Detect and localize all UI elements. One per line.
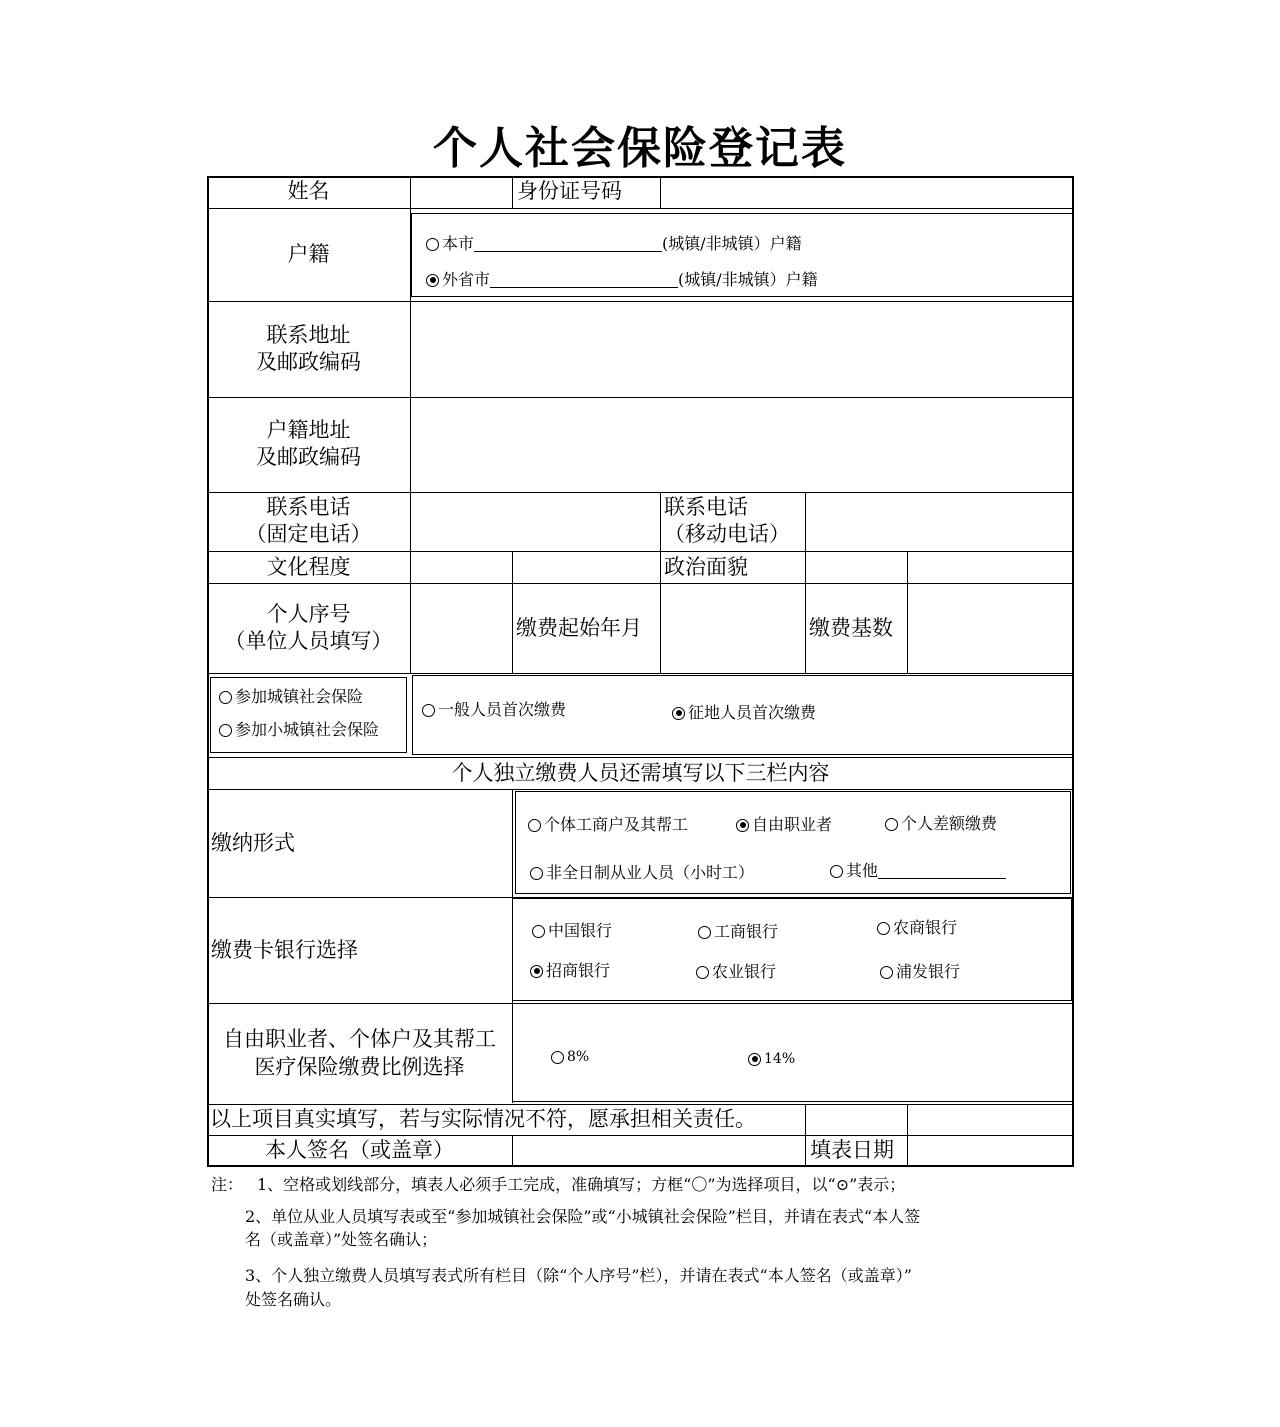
mobile-phone-label-line1: 联系电话 (664, 495, 748, 519)
col-divider (660, 492, 661, 673)
fixed-phone-field[interactable] (412, 494, 658, 549)
name-label: 姓名 (287, 179, 330, 203)
bank-cmb-option[interactable]: 招商银行 (530, 961, 610, 981)
row-divider (207, 397, 1074, 398)
form-title: 个人社会保险登记表 (433, 123, 847, 174)
radio-icon[interactable] (830, 865, 843, 878)
name-field[interactable] (412, 178, 510, 206)
radio-icon[interactable] (422, 704, 435, 717)
huji-local-option[interactable]: 本市 (城镇/非城镇）户籍 (426, 234, 802, 254)
declaration-text: 以上项目真实填写，若与实际情况不符，愿承担相关责任。 (210, 1107, 756, 1131)
radio-icon[interactable] (696, 966, 709, 979)
bank-boc-option[interactable]: 中国银行 (532, 921, 612, 941)
col-divider (907, 1104, 908, 1167)
huji-address-label-line2: 及邮政编码 (256, 445, 361, 469)
bank-label: 缴费卡银行选择 (211, 938, 358, 962)
row-divider (207, 492, 1074, 493)
radio-icon[interactable] (426, 238, 439, 251)
pay-form-label: 缴纳形式 (211, 831, 295, 855)
note-3-line1: 3、个人独立缴费人员填写表式所有栏目（除“个人序号”栏），并请在表式“本人签名（或盖章）” (245, 1266, 912, 1285)
note-2-line1: 2、单位从业人员填写表或至“参加城镇社会保险”或“小城镇社会保险”栏目，并请在表式“本人签 (245, 1207, 921, 1226)
bank-rural-commercial-option[interactable]: 农商银行 (877, 918, 957, 938)
pay-form-other-option[interactable]: 其他 (830, 861, 1006, 881)
education-field[interactable] (412, 553, 658, 581)
declaration-field-1[interactable] (807, 1106, 905, 1134)
mobile-phone-label-line2: （移动电话） (664, 522, 790, 546)
radio-icon[interactable] (885, 818, 898, 831)
radio-icon[interactable] (532, 925, 545, 938)
join-urban-option[interactable]: 参加城镇社会保险 (219, 687, 363, 707)
radio-checked-icon[interactable] (748, 1053, 761, 1066)
radio-icon[interactable] (530, 867, 543, 880)
huji-local-blank[interactable] (474, 237, 662, 252)
col-divider (512, 1135, 513, 1167)
serial-label-line2: （单位人员填写） (224, 629, 393, 653)
ratio-label-line1: 自由职业者、个体户及其帮工 (223, 1027, 496, 1051)
radio-icon[interactable] (880, 966, 893, 979)
bank-icbc-option[interactable]: 工商银行 (698, 922, 778, 942)
mobile-phone-field[interactable] (807, 494, 1072, 549)
ratio-label-line2: 医疗保险缴费比例选择 (254, 1055, 465, 1079)
huji-label: 户籍 (287, 242, 330, 266)
note-1: 1、空格或划线部分，填表人必须手工完成，准确填写；方框“〇”为选择项目，以“⊙”表示； (257, 1175, 906, 1194)
row-divider (207, 551, 1074, 552)
fill-date-field[interactable] (909, 1137, 1072, 1165)
radio-checked-icon[interactable] (530, 965, 543, 978)
declaration-field-2[interactable] (909, 1106, 1072, 1134)
contact-address-label-line1: 联系地址 (266, 323, 351, 347)
pay-form-freelancer-option[interactable]: 自由职业者 (736, 815, 832, 835)
id-number-field[interactable] (662, 178, 1072, 206)
start-month-label: 缴费起始年月 (516, 616, 642, 640)
education-label: 文化程度 (266, 555, 351, 579)
row-divider (207, 757, 1074, 758)
serial-label-line1: 个人序号 (266, 602, 351, 626)
contact-address-field[interactable] (412, 303, 1072, 395)
radio-checked-icon[interactable] (426, 274, 439, 287)
pay-form-other-blank[interactable] (878, 864, 1006, 879)
ratio-14-option[interactable]: 14% (748, 1049, 795, 1069)
notes-prefix: 注： (211, 1175, 244, 1194)
col-divider (660, 176, 661, 208)
radio-checked-icon[interactable] (672, 707, 685, 720)
radio-icon[interactable] (528, 819, 541, 832)
ratio-8-option[interactable]: 8% (551, 1047, 589, 1067)
signature-label: 本人签名（或盖章） (265, 1138, 454, 1162)
id-number-label: 身份证号码 (517, 179, 622, 203)
bank-spdb-option[interactable]: 浦发银行 (880, 962, 960, 982)
fixed-phone-label-line1: 联系电话 (266, 495, 351, 519)
pay-form-part-time-option[interactable]: 非全日制从业人员（小时工） (530, 863, 754, 883)
note-2-line2: 名（或盖章）”处签名确认； (245, 1230, 438, 1249)
section-header: 个人独立缴费人员还需填写以下三栏内容 (451, 761, 830, 785)
radio-checked-icon[interactable] (736, 819, 749, 832)
row-divider (207, 301, 1074, 302)
bank-abc-option[interactable]: 农业银行 (696, 962, 776, 982)
radio-icon[interactable] (219, 691, 232, 704)
huji-address-label-line1: 户籍地址 (266, 418, 351, 442)
row-divider (207, 1135, 1074, 1136)
political-status-field[interactable] (807, 553, 1072, 581)
row-divider (207, 789, 1074, 790)
row-divider (207, 1104, 1074, 1105)
signature-field[interactable] (514, 1137, 803, 1165)
pay-form-self-employed-option[interactable]: 个体工商户及其帮工 (528, 815, 688, 835)
row-divider (207, 673, 1074, 674)
radio-icon[interactable] (698, 926, 711, 939)
row-divider (207, 583, 1074, 584)
pay-form-difference-option[interactable]: 个人差额缴费 (885, 814, 997, 834)
radio-icon[interactable] (551, 1051, 564, 1064)
radio-icon[interactable] (877, 922, 890, 935)
bank-options-box (512, 898, 1072, 1001)
huji-other-blank[interactable] (490, 273, 678, 288)
serial-field[interactable] (412, 585, 510, 671)
pay-base-field[interactable] (909, 585, 1072, 671)
col-divider (512, 176, 513, 208)
row-divider (207, 208, 1074, 209)
col-divider (805, 1104, 806, 1167)
start-month-field[interactable] (662, 585, 803, 671)
first-pay-general-option[interactable]: 一般人员首次缴费 (422, 700, 566, 720)
pay-base-label: 缴费基数 (809, 616, 893, 640)
join-town-option[interactable]: 参加小城镇社会保险 (219, 720, 379, 740)
contact-address-label-line2: 及邮政编码 (256, 350, 361, 374)
first-pay-land-option[interactable]: 征地人员首次缴费 (672, 703, 816, 723)
huji-other-option[interactable]: 外省市 (城镇/非城镇）户籍 (426, 270, 818, 290)
political-status-label: 政治面貌 (664, 555, 748, 579)
note-3-line2: 处签名确认。 (245, 1290, 342, 1309)
col-divider (805, 492, 806, 673)
fill-date-label: 填表日期 (810, 1138, 894, 1162)
radio-icon[interactable] (219, 724, 232, 737)
fixed-phone-label-line2: （固定电话） (245, 522, 372, 546)
huji-address-field[interactable] (412, 399, 1072, 490)
